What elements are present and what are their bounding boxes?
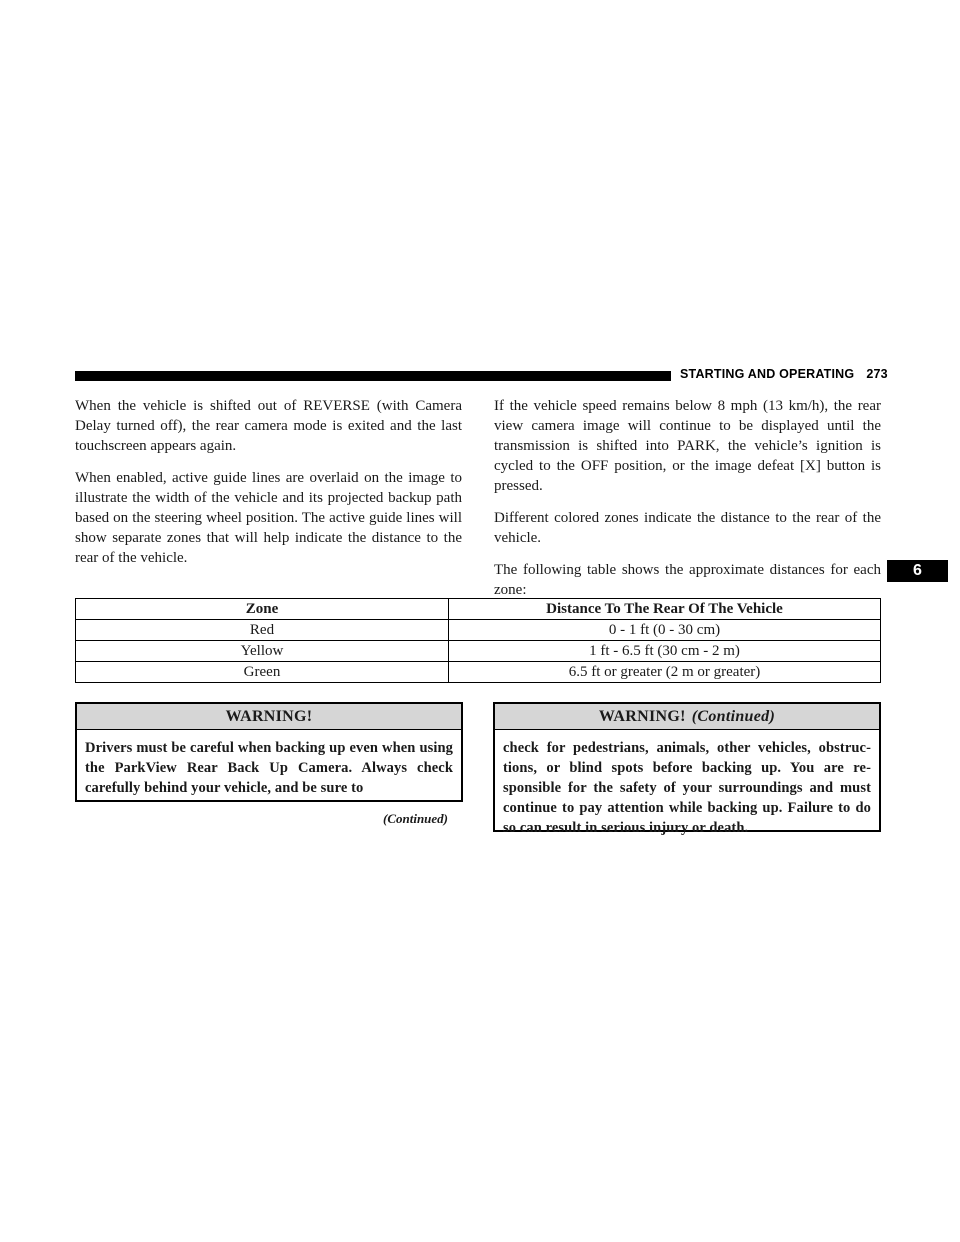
column-header: Zone [76, 599, 449, 620]
paragraph: If the vehicle speed remains below 8 mph (13 km/h), the rear view camera image will continue to be displayed until the transmission is shifted into PARK, the vehicle’s ignition is cycled to the OFF position, or the image defeat [X] button is pressed. [494, 398, 881, 494]
right-column [494, 396, 881, 612]
running-header [680, 367, 888, 381]
table-row [76, 641, 881, 662]
warning-title: WARNING! [598, 708, 686, 725]
page-number: 273 [866, 367, 888, 381]
distance-cell: 1 ft - 6.5 ft (30 cm - 2 m) [449, 641, 881, 662]
zone-cell: Red [76, 620, 449, 641]
column-header: Distance To The Rear Of The Vehicle [449, 599, 881, 620]
left-column [75, 396, 462, 580]
warning-title: WARNING! [77, 704, 461, 730]
warning-header [495, 704, 879, 730]
table-row [76, 662, 881, 683]
zone-cell: Yellow [76, 641, 449, 662]
warning-box-continued [493, 702, 881, 836]
paragraph: When enabled, active guide lines are overlaid on the image to illustrate the width of the vehicle and its projected backup path based on the steering wheel position. The active guide lines will show separate zones that will help indicate the distance to the rear of the vehicle. [75, 470, 462, 566]
distance-cell: 0 - 1 ft (0 - 30 cm) [449, 620, 881, 641]
paragraph: When the vehicle is shifted out of REVERSE (with Camera Delay turned off), the rear camera mode is exited and the last touchscreen appears again. [75, 398, 462, 454]
warning-text: Drivers must be careful when backing up even when using the ParkView Rear Back Up Camera. Always check carefully behind your vehicle, and be sure to [85, 740, 453, 796]
header-rule [75, 371, 671, 381]
section-title: STARTING AND OPERATING [680, 367, 855, 381]
chapter-tab: 6 [887, 560, 948, 582]
warning-text: check for pedestrians, animals, other vehicles, obstruc-tions, or blind spots before backing up. You are re-sponsible for the safety of your surroundings and must continue to pay attention while backing up. Failure to do so can result in serious injury or death. [503, 740, 871, 836]
zone-distance-table [75, 598, 881, 683]
paragraph: Different colored zones indicate the distance to the rear of the vehicle. [494, 510, 881, 546]
continued-label: (Continued) [383, 811, 449, 826]
zone-cell: Green [76, 662, 449, 683]
paragraph: The following table shows the approximate distances for each zone: [494, 562, 881, 598]
distance-cell: 6.5 ft or greater (2 m or greater) [449, 662, 881, 683]
table-row [76, 620, 881, 641]
table-header-row [76, 599, 881, 620]
warning-continued-suffix: (Continued) [691, 708, 776, 725]
warning-box [75, 702, 463, 802]
